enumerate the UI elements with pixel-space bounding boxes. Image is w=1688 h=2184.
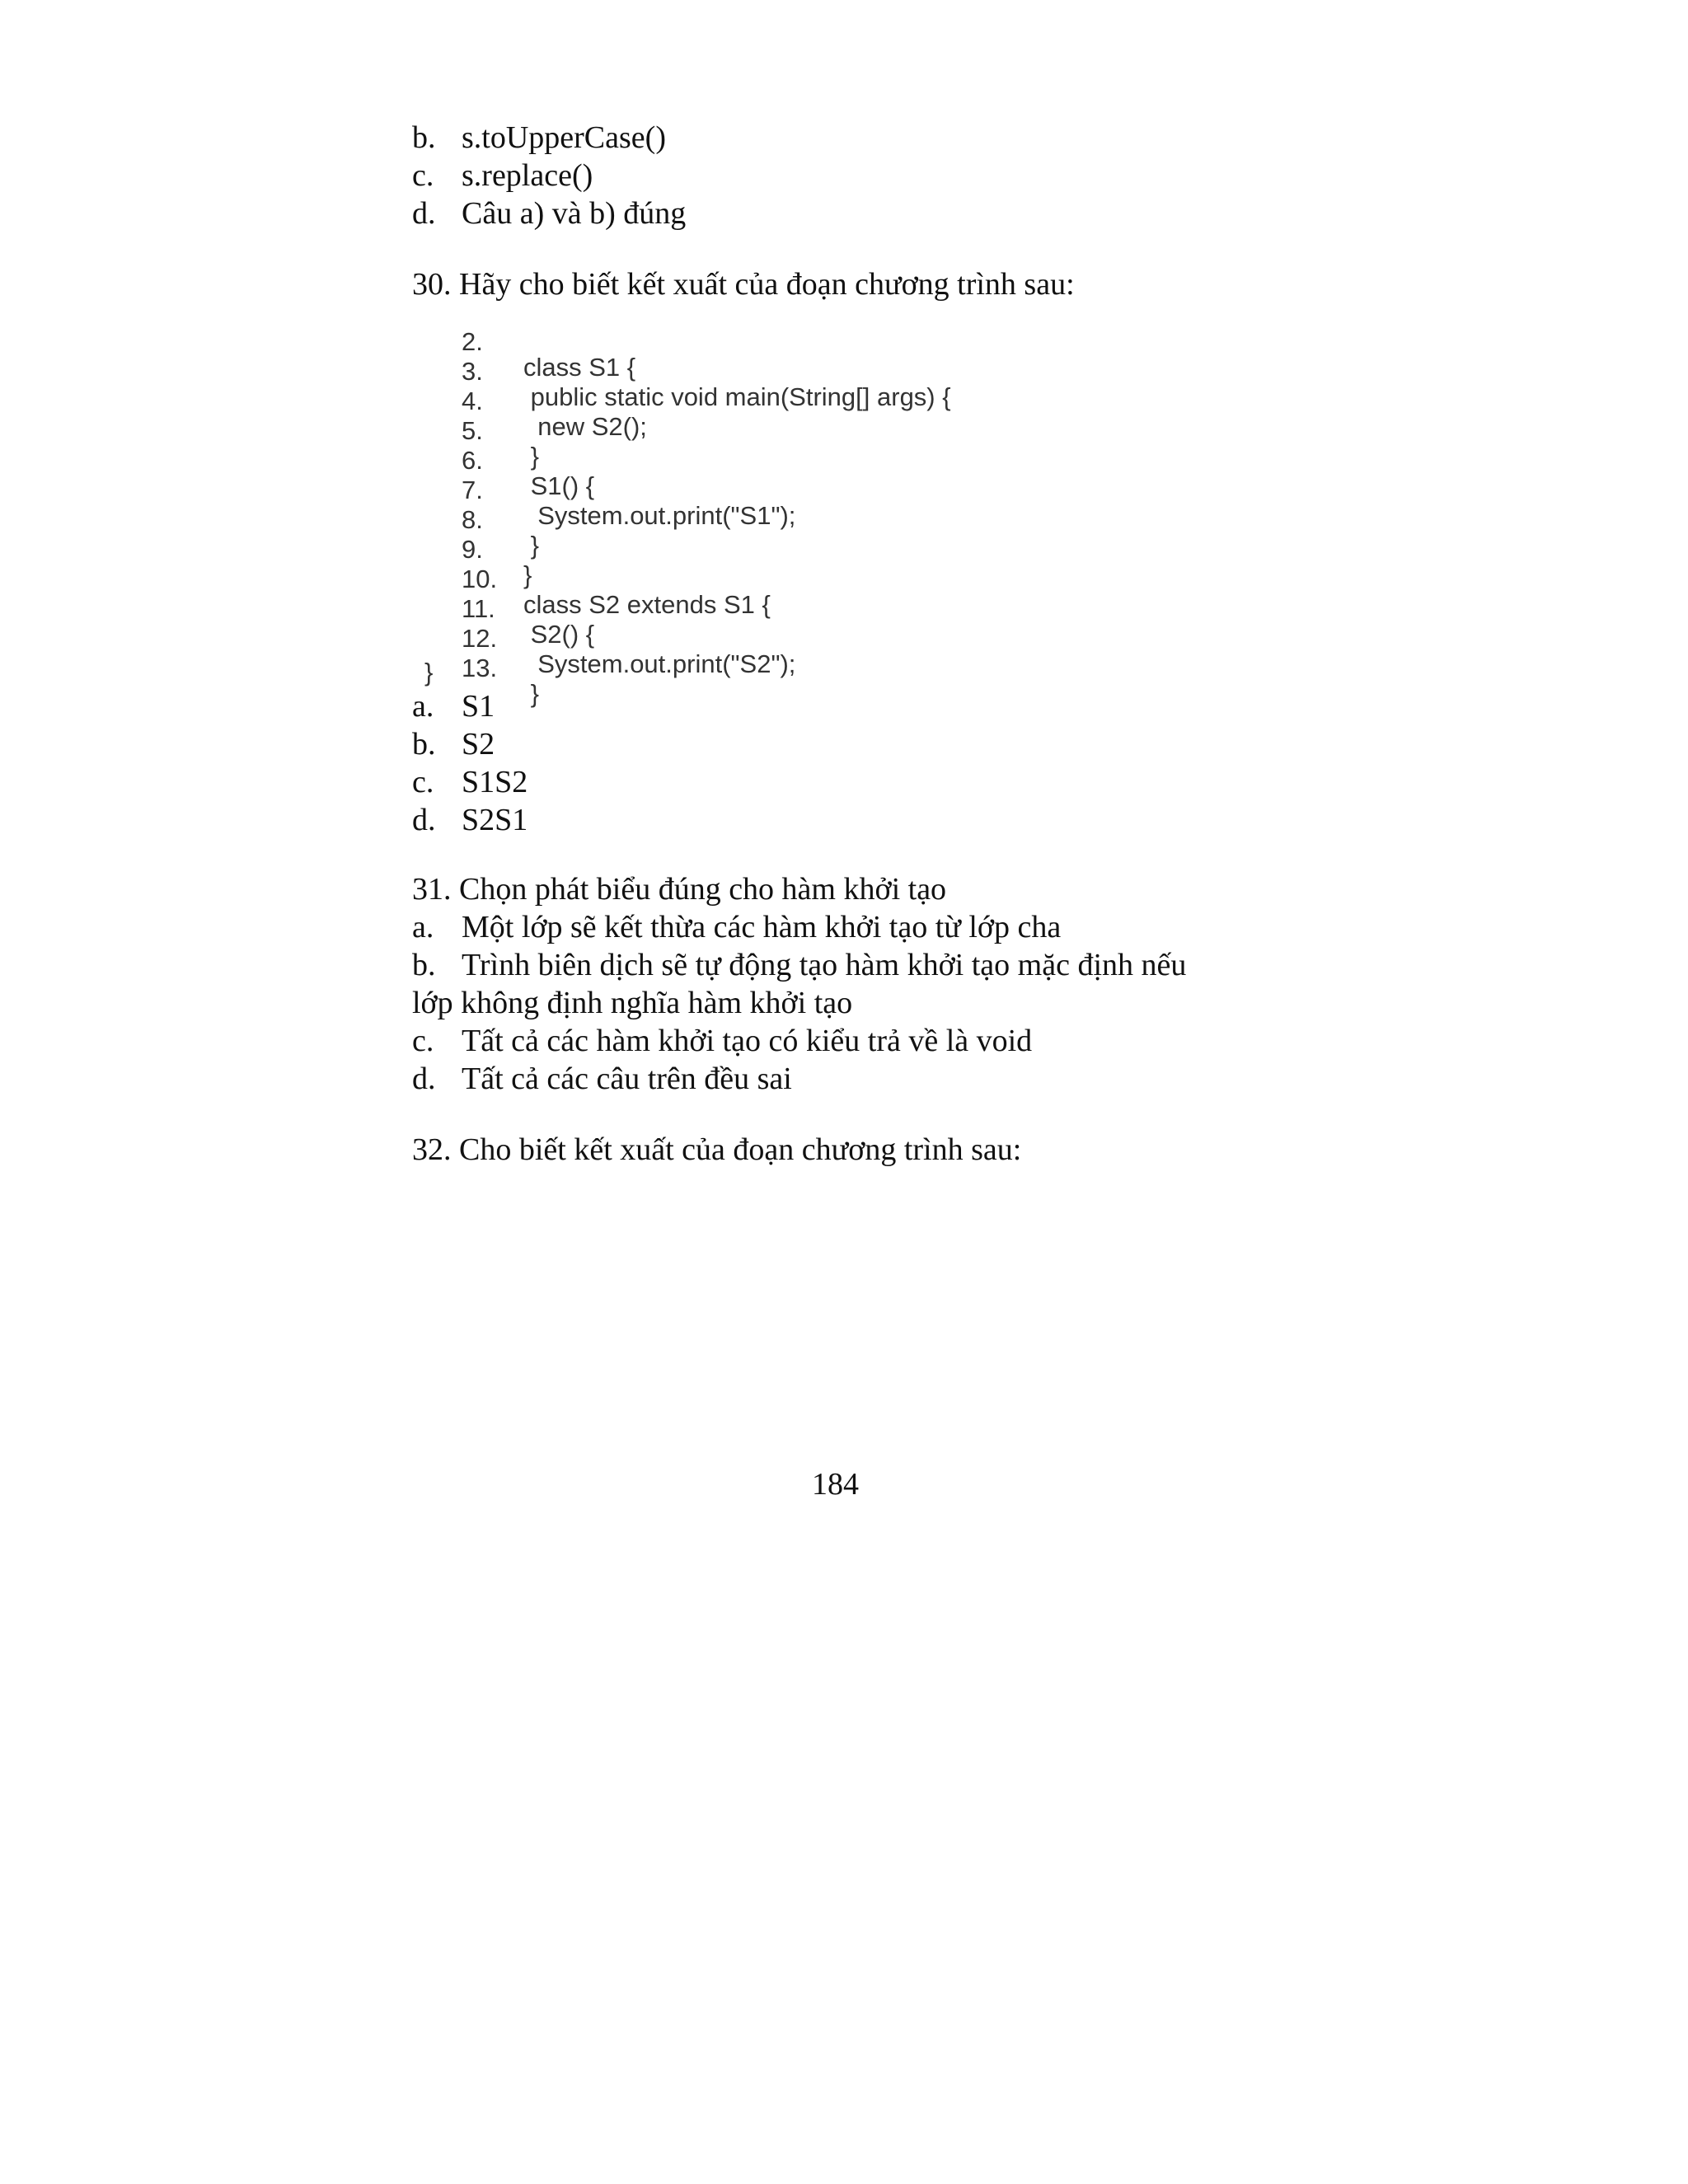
q29-option-c-text: s.replace() [462, 158, 593, 193]
code-line-text: public static void main(String[] args) { [523, 382, 951, 411]
q29-option-b-text: s.toUpperCase() [462, 120, 666, 155]
q31-option-c-text: Tất cả các hàm khởi tạo có kiểu trả về là void [462, 1024, 1033, 1058]
code-line-number: 2. [462, 327, 483, 356]
q30-option-a-text: S1 [462, 689, 495, 724]
q31-option-b-text: Trình biên dịch sẽ tự động tạo hàm khởi tạo mặc định nếu [462, 948, 1187, 982]
q30-option-a-letter: a. [412, 689, 434, 724]
q30-option-c-letter: c. [412, 765, 434, 799]
code-line-number: 4. [462, 387, 483, 415]
code-line-text: } [523, 560, 532, 589]
code-line-text: } [523, 442, 539, 471]
code-line-number: 12. [462, 624, 498, 653]
q31-option-d-text: Tất cả các câu trên đều sai [462, 1062, 792, 1096]
code-closing-brace: } [424, 658, 434, 687]
code-line-number: 11. [462, 594, 495, 623]
q30-question: 30. Hãy cho biết kết xuất của đoạn chương trình sau: [412, 267, 1075, 302]
q30-option-b-letter: b. [412, 727, 436, 762]
code-line-number: 3. [462, 357, 483, 386]
q30-option-b-text: S2 [462, 727, 495, 762]
code-line-text: S1() { [523, 471, 595, 500]
code-line-number: 9. [462, 535, 483, 564]
code-line-number: 6. [462, 446, 483, 475]
q29-option-d-letter: d. [412, 196, 436, 231]
q31-option-d-letter: d. [412, 1062, 436, 1096]
q30-option-c-text: S1S2 [462, 765, 528, 799]
code-line-text: class S1 { [523, 353, 636, 382]
code-line-text: class S2 extends S1 { [523, 590, 771, 619]
q32-question: 32. Cho biết kết xuất của đoạn chương trình sau: [412, 1132, 1022, 1167]
code-line-number: 8. [462, 505, 483, 534]
q31-option-a-text: Một lớp sẽ kết thừa các hàm khởi tạo từ lớp cha [462, 910, 1062, 944]
code-line-number: 5. [462, 416, 483, 445]
code-line-text: new S2(); [523, 412, 647, 441]
code-line-number: 13. [462, 654, 498, 682]
code-line-text: } [523, 531, 539, 560]
code-line-number: 7. [462, 476, 483, 504]
code-line-text: System.out.print("S1"); [523, 501, 796, 530]
code-line-text: } [523, 679, 539, 708]
q30-option-d-text: S2S1 [462, 803, 528, 837]
q29-option-b-letter: b. [412, 120, 436, 155]
q31-option-c-letter: c. [412, 1024, 434, 1058]
q30-option-d-letter: d. [412, 803, 436, 837]
q31-option-b-continuation: lớp không định nghĩa hàm khởi tạo [412, 986, 853, 1020]
page-number: 184 [812, 1467, 859, 1502]
q31-option-a-letter: a. [412, 910, 434, 944]
code-line-text: S2() { [523, 620, 595, 649]
q29-option-c-letter: c. [412, 158, 434, 193]
code-line-number: 10. [462, 565, 498, 593]
q31-option-b-letter: b. [412, 948, 436, 982]
q31-question: 31. Chọn phát biểu đúng cho hàm khởi tạo [412, 872, 947, 907]
code-line-text: System.out.print("S2"); [523, 649, 796, 678]
q29-option-d-text: Câu a) và b) đúng [462, 196, 687, 231]
